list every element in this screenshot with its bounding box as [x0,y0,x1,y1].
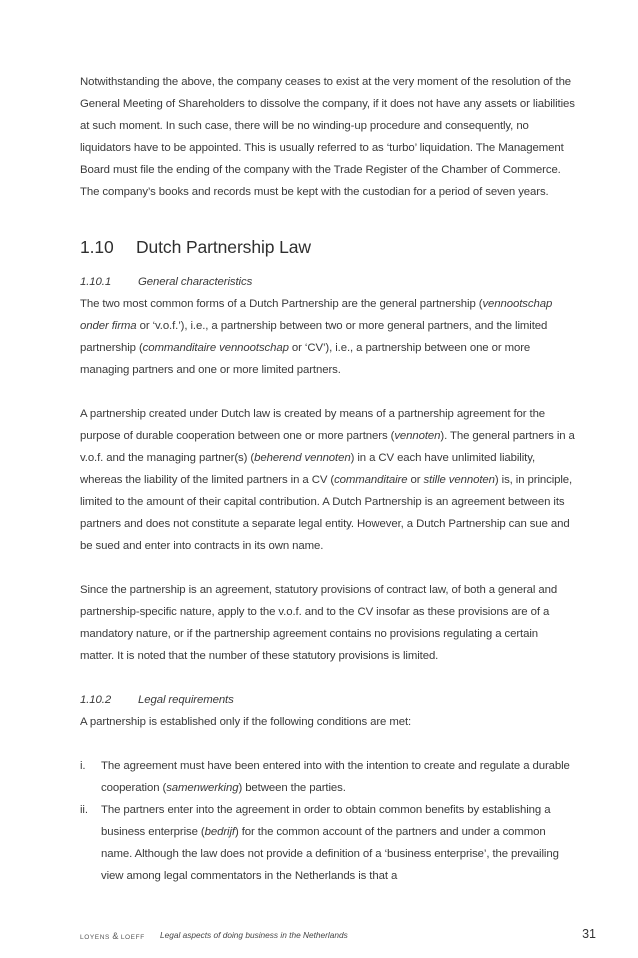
subsection-title: General characteristics [138,276,253,288]
page-content [80,71,575,887]
section-heading [80,236,575,258]
paragraph-partnership-agreement [80,403,575,557]
spacer [80,381,575,403]
text-run: ). The general partners in a v.o.f. and the managing partner(s) ( [80,430,575,464]
subsection-number: 1.10.1 [80,276,112,288]
paragraph-contract-law: Since the partnership is an agreement, statutory provisions of contract law, of both a general and partnership-specific nature, apply to the v.o.f. and to the CV insofar as these provisions are of a mandatory nature, or if the partnership agreement contains no provisions regulating a certain matter. It is noted that the number of these statutory provisions is limited. [80,584,558,662]
logo-text-right: LOEFF [120,934,145,941]
spacer [80,203,575,225]
italic-term: commanditaire vennootschap [142,342,289,354]
list-item-text [101,799,575,887]
text-run: or ‘CV’), i.e., a partnership between one or more managing partners and one or more limited partners. [80,342,531,376]
list-item [80,755,575,799]
page-number: 31 [582,927,596,941]
spacer [80,733,575,755]
subsection-heading-legal [80,689,575,711]
text-run: ) in a CV each have unlimited liability, whereas the liability of the limited partners in a CV ( [80,452,536,486]
italic-term: stille vennoten [423,474,495,486]
section-number: 1.10 [80,237,114,257]
company-logo [80,931,145,941]
text-run: ) for the common account of the partners and under a common name. Although the law does not provide a definition of a ‘business enterprise’, the prevailing view among legal commentators in the Netherlands is that a [101,826,559,882]
intro-paragraph: Notwithstanding the above, the company ceases to exist at the very moment of the resolution of the General Meeting of Shareholders to dissolve the company, if it does not have any assets or liabilities at such moment. In such case, there will be no winding-up procedure and consequently, no liquidators have to be appointed. This is usually referred to as ‘turbo’ liquidation. The Management Board must file the ending of the company with the Trade Register of the Chamber of Commerce. The company’s books and records must be kept with the custodian for a period of seven years. [80,76,575,198]
italic-term: commanditaire [334,474,408,486]
page-footer [80,928,596,942]
section-title: Dutch Partnership Law [136,237,311,257]
text-run: The partners enter into the agreement in order to obtain common benefits by establishing a business enterprise ( [101,804,551,838]
footer-document-title: Legal aspects of doing business in the Netherlands [160,930,348,940]
text-run: ) is, in principle, limited to the amount of their capital contribution. A Dutch Partnership is an agreement between its partners and does not constitute a separate legal entity. However, a Dutch Partnership can sue and be sued and enter into contracts in its own name. [80,474,573,552]
italic-term: vennoten [394,430,441,442]
conditions-list [80,755,575,887]
list-marker: ii. [80,804,88,816]
text-run: A partnership created under Dutch law is created by means of a partnership agreement for the purpose of durable cooperation between one or more partners ( [80,408,546,442]
paragraph-conditions-intro: A partnership is established only if the following conditions are met: [80,716,412,728]
list-marker: i. [80,760,86,772]
text-run: or ‘v.o.f.’), i.e., a partnership between two or more general partners, and the limited partnership ( [80,320,548,354]
subsection-heading-general [80,271,575,293]
text-run: The two most common forms of a Dutch Partnership are the general partnership ( [80,298,483,310]
italic-term: bedrijf [204,826,235,838]
list-item [80,799,575,887]
logo-text-left: LOYENS [80,934,110,941]
spacer [80,667,575,689]
italic-term: samenwerking [166,782,239,794]
spacer [80,557,575,579]
italic-term: beherend vennoten [254,452,351,464]
subsection-number: 1.10.2 [80,694,112,706]
logo-ampersand: & [112,931,119,941]
paragraph-partnership-forms [80,293,575,381]
list-item-text [101,755,575,799]
text-run: or [407,474,424,486]
text-run: The agreement must have been entered into with the intention to create and regulate a durable cooperation ( [101,760,570,794]
text-run: ) between the parties. [238,782,346,794]
italic-term: vennootschap onder firma [80,298,553,332]
subsection-title: Legal requirements [138,694,234,706]
